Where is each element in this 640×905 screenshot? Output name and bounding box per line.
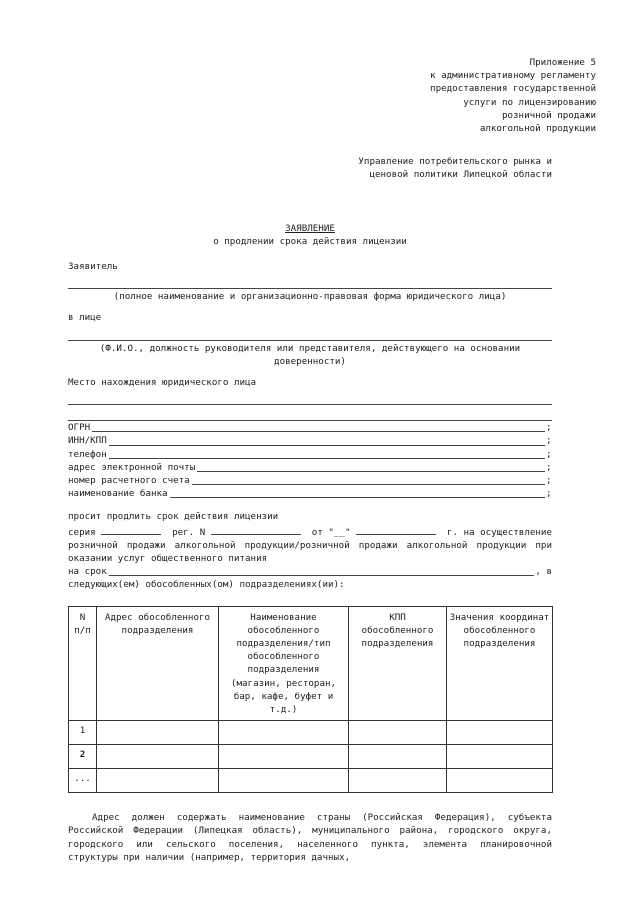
term-row[interactable] xyxy=(68,565,552,578)
title-line-2: о продлении срока действия лицензии xyxy=(213,235,407,247)
field-ogrn[interactable] xyxy=(68,421,552,434)
person-input-line[interactable] xyxy=(68,327,552,341)
header-coordinates: Значения координат обособленного подразделения xyxy=(447,606,553,721)
title-line-1: ЗАЯВЛЕНИЕ xyxy=(285,222,335,234)
cell-kpp[interactable] xyxy=(349,769,447,793)
year-label: г. на осуществление xyxy=(446,526,552,538)
header-number: N п/п xyxy=(69,606,97,721)
cell-name-type[interactable] xyxy=(219,745,349,769)
field-input-line[interactable] xyxy=(170,487,545,498)
term-label: на срок xyxy=(68,566,107,578)
header-address: Адрес обособленного подразделения xyxy=(97,606,219,721)
field-input-line[interactable] xyxy=(109,448,545,459)
cell-address[interactable] xyxy=(97,769,219,793)
location-label: Место нахождения юридического лица xyxy=(68,377,257,389)
cell-name-type[interactable] xyxy=(219,769,349,793)
person-label: в лице xyxy=(68,312,102,324)
field-end: ; xyxy=(546,448,552,460)
field-label: ИНН/КПП xyxy=(68,435,107,447)
subdivisions-table xyxy=(68,606,553,794)
cell-coordinates[interactable] xyxy=(447,745,553,769)
field-end: ; xyxy=(546,474,552,486)
field-input-line[interactable] xyxy=(92,421,545,432)
cell-kpp[interactable] xyxy=(349,721,447,745)
field-label: номер расчетного счета xyxy=(68,474,190,486)
cell-address[interactable] xyxy=(97,721,219,745)
reg-number-input[interactable] xyxy=(211,524,301,535)
header-name-type: Наименование обособленного подразделения/тип обособленного подразделения (магазин, ресторан, бар, кафе, буфет и т.д.) xyxy=(219,606,349,721)
applicant-label: Заявитель xyxy=(68,261,118,273)
address-note: Адрес должен содержать наименование страны (Российская Федерация), субъекта Российской Федерации (Липецкая область), муниципального района, городского округа, городского или сельского поселения, населенного пункта, элемента планировочной структуры при наличии (например, территория дачных, xyxy=(68,812,552,863)
document-title xyxy=(68,222,552,248)
quote-open: " xyxy=(328,526,334,538)
field-end: ; xyxy=(546,488,552,500)
quote-close: " xyxy=(344,526,351,538)
day-input[interactable]: __ xyxy=(333,526,345,538)
table-row xyxy=(69,745,553,769)
field-end: ; xyxy=(546,435,552,447)
request-line-3: розничной продажи алкогольной продукции/розничной продажи алкогольной продукции при оказании услуг общественного питания xyxy=(68,539,552,564)
cell-coordinates[interactable] xyxy=(447,769,553,793)
table-header-row xyxy=(69,606,553,721)
authority-name: Управление потребительского рынка и ценовой политики Липецкой области xyxy=(358,156,552,181)
row-number: 1 xyxy=(69,721,97,745)
applicant-hint: (полное наименование и организационно-правовая форма юридического лица) xyxy=(113,291,507,303)
row-number: ... xyxy=(69,769,97,793)
table-row xyxy=(69,769,553,793)
row-number: 2 xyxy=(69,745,97,769)
field-end: ; xyxy=(546,422,552,434)
field-label: ОГРН xyxy=(68,422,91,434)
reg-label: рег. N xyxy=(172,526,206,538)
location-input-line-1[interactable] xyxy=(68,391,552,405)
cell-address[interactable] xyxy=(97,745,219,769)
term-input-line[interactable] xyxy=(109,565,535,576)
series-label: серия xyxy=(68,526,96,538)
term-end: , в xyxy=(535,566,552,578)
applicant-input-line[interactable] xyxy=(68,275,552,289)
location-input-line-2[interactable] xyxy=(68,407,552,421)
field-account[interactable] xyxy=(68,474,552,487)
table-row xyxy=(69,721,553,745)
month-year-input[interactable] xyxy=(356,524,436,535)
appendix-header: Приложение 5 к административному регламенту предоставления государственной услуги по лицензированию розничной продажи алкогольной продукции xyxy=(430,57,596,135)
request-line-2 xyxy=(68,524,552,539)
header-kpp: КПП обособленного подразделения xyxy=(349,606,447,721)
field-bank[interactable] xyxy=(68,487,552,500)
request-block xyxy=(68,510,552,591)
field-input-line[interactable] xyxy=(109,435,545,446)
field-label: адрес электронной почты xyxy=(68,461,196,473)
person-hint: (Ф.И.О., должность руководителя или представителя, действующего на основании доверенности) xyxy=(99,342,521,367)
from-label: от xyxy=(311,526,323,538)
field-email[interactable] xyxy=(68,461,552,474)
field-phone[interactable] xyxy=(68,448,552,461)
series-input[interactable] xyxy=(101,524,161,535)
field-end: ; xyxy=(546,461,552,473)
field-input-line[interactable] xyxy=(197,461,545,472)
request-line-last: следующих(ем) обособленных(ом) подразделениях(ии): xyxy=(68,579,345,591)
cell-name-type[interactable] xyxy=(219,721,349,745)
request-line-1: просит продлить срок действия лицензии xyxy=(68,511,279,523)
requisites xyxy=(68,421,552,500)
field-input-line[interactable] xyxy=(192,474,545,485)
field-label: наименование банка xyxy=(68,488,168,500)
application-form xyxy=(68,56,596,864)
cell-kpp[interactable] xyxy=(349,745,447,769)
field-label: телефон xyxy=(68,448,107,460)
cell-coordinates[interactable] xyxy=(447,721,553,745)
field-inn-kpp[interactable] xyxy=(68,434,552,447)
